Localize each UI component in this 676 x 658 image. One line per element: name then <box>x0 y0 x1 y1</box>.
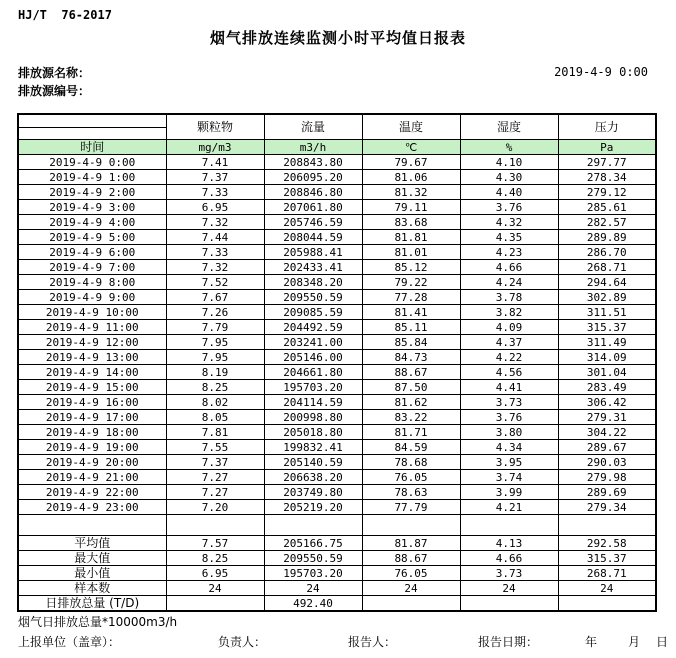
value-cell: 81.62 <box>362 395 460 410</box>
row-time: 2019-4-9 10:00 <box>18 305 166 320</box>
value-cell <box>558 596 656 612</box>
row-time: 2019-4-9 17:00 <box>18 410 166 425</box>
column-header-pm: 颗粒物 <box>166 114 264 140</box>
header-row-units <box>18 140 656 155</box>
value-cell: 4.34 <box>460 440 558 455</box>
value-cell: 311.51 <box>558 305 656 320</box>
value-cell: 83.68 <box>362 215 460 230</box>
value-cell: 3.82 <box>460 305 558 320</box>
value-cell: 279.31 <box>558 410 656 425</box>
unit-pm: mg/m3 <box>166 140 264 155</box>
row-time: 2019-4-9 4:00 <box>18 215 166 230</box>
value-cell: 200998.80 <box>264 410 362 425</box>
table-row <box>18 365 656 380</box>
month-label: 月 <box>628 635 641 649</box>
value-cell: 24 <box>558 581 656 596</box>
value-cell: 195703.20 <box>264 566 362 581</box>
row-time: 2019-4-9 7:00 <box>18 260 166 275</box>
table-row <box>18 335 656 350</box>
column-header-humidity: 湿度 <box>460 114 558 140</box>
value-cell: 81.32 <box>362 185 460 200</box>
value-cell: 8.05 <box>166 410 264 425</box>
spacer-cell <box>460 515 558 536</box>
report-date-label: 报告日期： <box>478 635 539 649</box>
table-row <box>18 410 656 425</box>
value-cell: 7.52 <box>166 275 264 290</box>
value-cell: 85.11 <box>362 320 460 335</box>
value-cell: 3.74 <box>460 470 558 485</box>
row-time: 2019-4-9 0:00 <box>18 155 166 170</box>
value-cell: 4.41 <box>460 380 558 395</box>
summary-row <box>18 536 656 551</box>
value-cell: 297.77 <box>558 155 656 170</box>
table-row <box>18 455 656 470</box>
value-cell: 81.41 <box>362 305 460 320</box>
value-cell: 78.68 <box>362 455 460 470</box>
value-cell: 304.22 <box>558 425 656 440</box>
value-cell: 78.63 <box>362 485 460 500</box>
value-cell: 76.05 <box>362 566 460 581</box>
source-code-label: 排放源编号： <box>18 84 91 98</box>
summary-label: 平均值 <box>18 536 166 551</box>
table-row <box>18 500 656 515</box>
value-cell: 79.67 <box>362 155 460 170</box>
value-cell: 7.20 <box>166 500 264 515</box>
unit-humidity: % <box>460 140 558 155</box>
hourly-average-table <box>17 113 657 612</box>
row-time: 2019-4-9 21:00 <box>18 470 166 485</box>
table-row <box>18 320 656 335</box>
value-cell: 294.64 <box>558 275 656 290</box>
value-cell: 4.35 <box>460 230 558 245</box>
table-row <box>18 245 656 260</box>
source-name-label: 排放源名称： <box>18 66 91 80</box>
row-time: 2019-4-9 6:00 <box>18 245 166 260</box>
report-unit-label: 上报单位（盖章）： <box>18 635 121 649</box>
table-row <box>18 485 656 500</box>
summary-row <box>18 566 656 581</box>
value-cell: 3.73 <box>460 395 558 410</box>
column-header-flow: 流量 <box>264 114 362 140</box>
report-datetime: 2019-4-9 0:00 <box>554 65 648 79</box>
value-cell: 268.71 <box>558 566 656 581</box>
table-row <box>18 260 656 275</box>
row-time: 2019-4-9 2:00 <box>18 185 166 200</box>
value-cell: 88.67 <box>362 365 460 380</box>
value-cell: 79.11 <box>362 200 460 215</box>
value-cell: 205018.80 <box>264 425 362 440</box>
spacer-cell <box>362 515 460 536</box>
value-cell: 205746.59 <box>264 215 362 230</box>
row-time: 2019-4-9 15:00 <box>18 380 166 395</box>
row-time: 2019-4-9 19:00 <box>18 440 166 455</box>
spacer-section <box>18 515 656 536</box>
row-time: 2019-4-9 20:00 <box>18 455 166 470</box>
value-cell: 6.95 <box>166 566 264 581</box>
value-cell: 84.73 <box>362 350 460 365</box>
value-cell: 204114.59 <box>264 395 362 410</box>
unit-flow: m3/h <box>264 140 362 155</box>
value-cell: 7.37 <box>166 455 264 470</box>
value-cell: 4.22 <box>460 350 558 365</box>
value-cell: 7.95 <box>166 350 264 365</box>
value-cell: 24 <box>460 581 558 596</box>
unit-temperature: ℃ <box>362 140 460 155</box>
row-time: 2019-4-9 5:00 <box>18 230 166 245</box>
summary-label: 最大值 <box>18 551 166 566</box>
spacer-cell <box>18 515 166 536</box>
value-cell: 4.56 <box>460 365 558 380</box>
spacer-cell <box>558 515 656 536</box>
value-cell: 24 <box>166 581 264 596</box>
table-row <box>18 470 656 485</box>
value-cell: 283.49 <box>558 380 656 395</box>
table-row <box>18 185 656 200</box>
value-cell: 279.34 <box>558 500 656 515</box>
value-cell: 209085.59 <box>264 305 362 320</box>
value-cell: 4.21 <box>460 500 558 515</box>
unit-pressure: Pa <box>558 140 656 155</box>
value-cell: 4.30 <box>460 170 558 185</box>
value-cell: 7.32 <box>166 215 264 230</box>
value-cell: 7.32 <box>166 260 264 275</box>
value-cell: 7.55 <box>166 440 264 455</box>
summary-rows <box>18 536 656 612</box>
value-cell: 208044.59 <box>264 230 362 245</box>
summary-row <box>18 581 656 596</box>
value-cell: 3.73 <box>460 566 558 581</box>
value-cell: 302.89 <box>558 290 656 305</box>
value-cell: 268.71 <box>558 260 656 275</box>
value-cell: 7.26 <box>166 305 264 320</box>
summary-row <box>18 596 656 612</box>
value-cell: 278.34 <box>558 170 656 185</box>
value-cell: 289.67 <box>558 440 656 455</box>
value-cell: 202433.41 <box>264 260 362 275</box>
value-cell: 7.33 <box>166 245 264 260</box>
value-cell: 4.24 <box>460 275 558 290</box>
value-cell: 85.84 <box>362 335 460 350</box>
value-cell: 81.01 <box>362 245 460 260</box>
value-cell: 8.25 <box>166 551 264 566</box>
value-cell: 4.32 <box>460 215 558 230</box>
value-cell: 83.22 <box>362 410 460 425</box>
value-cell: 77.79 <box>362 500 460 515</box>
table-row <box>18 170 656 185</box>
value-cell <box>166 596 264 612</box>
summary-label: 日排放总量 (T/D) <box>18 596 166 612</box>
value-cell: 208348.20 <box>264 275 362 290</box>
value-cell: 314.09 <box>558 350 656 365</box>
value-cell: 315.37 <box>558 551 656 566</box>
row-time: 2019-4-9 3:00 <box>18 200 166 215</box>
value-cell: 286.70 <box>558 245 656 260</box>
row-time: 2019-4-9 23:00 <box>18 500 166 515</box>
value-cell: 81.81 <box>362 230 460 245</box>
value-cell: 7.57 <box>166 536 264 551</box>
value-cell: 4.09 <box>460 320 558 335</box>
value-cell: 203749.80 <box>264 485 362 500</box>
value-cell: 205146.00 <box>264 350 362 365</box>
value-cell: 315.37 <box>558 320 656 335</box>
value-cell: 81.71 <box>362 425 460 440</box>
time-header-blank-bottom <box>18 128 166 140</box>
hourly-rows <box>18 155 656 515</box>
column-header-temperature: 温度 <box>362 114 460 140</box>
table-row <box>18 305 656 320</box>
value-cell: 8.25 <box>166 380 264 395</box>
value-cell: 4.40 <box>460 185 558 200</box>
value-cell: 290.03 <box>558 455 656 470</box>
day-label: 日 <box>656 635 669 649</box>
value-cell: 7.44 <box>166 230 264 245</box>
responsible-person-label: 负责人： <box>218 635 267 649</box>
value-cell: 3.78 <box>460 290 558 305</box>
summary-label: 最小值 <box>18 566 166 581</box>
row-time: 2019-4-9 14:00 <box>18 365 166 380</box>
value-cell: 203241.00 <box>264 335 362 350</box>
reporter-label: 报告人： <box>348 635 397 649</box>
row-time: 2019-4-9 11:00 <box>18 320 166 335</box>
value-cell: 76.05 <box>362 470 460 485</box>
value-cell: 8.19 <box>166 365 264 380</box>
value-cell: 206095.20 <box>264 170 362 185</box>
value-cell: 195703.20 <box>264 380 362 395</box>
year-label: 年 <box>585 635 598 649</box>
value-cell: 3.80 <box>460 425 558 440</box>
value-cell <box>460 596 558 612</box>
time-header: 时间 <box>18 140 166 155</box>
value-cell: 85.12 <box>362 260 460 275</box>
value-cell: 7.79 <box>166 320 264 335</box>
value-cell: 4.23 <box>460 245 558 260</box>
value-cell: 4.66 <box>460 260 558 275</box>
value-cell: 282.57 <box>558 215 656 230</box>
value-cell: 84.59 <box>362 440 460 455</box>
value-cell: 3.76 <box>460 410 558 425</box>
table-row <box>18 275 656 290</box>
value-cell: 4.10 <box>460 155 558 170</box>
value-cell: 204492.59 <box>264 320 362 335</box>
value-cell: 7.33 <box>166 185 264 200</box>
value-cell: 7.27 <box>166 470 264 485</box>
value-cell: 4.37 <box>460 335 558 350</box>
value-cell: 8.02 <box>166 395 264 410</box>
value-cell: 207061.80 <box>264 200 362 215</box>
row-time: 2019-4-9 18:00 <box>18 425 166 440</box>
row-time: 2019-4-9 8:00 <box>18 275 166 290</box>
table-row <box>18 215 656 230</box>
value-cell: 209550.59 <box>264 290 362 305</box>
value-cell: 3.99 <box>460 485 558 500</box>
value-cell: 205219.20 <box>264 500 362 515</box>
summary-label: 样本数 <box>18 581 166 596</box>
spacer-row <box>18 515 656 536</box>
value-cell: 7.41 <box>166 155 264 170</box>
value-cell: 7.67 <box>166 290 264 305</box>
value-cell: 205988.41 <box>264 245 362 260</box>
value-cell: 87.50 <box>362 380 460 395</box>
value-cell: 292.58 <box>558 536 656 551</box>
summary-row <box>18 551 656 566</box>
table-row <box>18 200 656 215</box>
value-cell: 24 <box>264 581 362 596</box>
value-cell: 279.98 <box>558 470 656 485</box>
standard-number: HJ/T 76-2017 <box>18 8 112 22</box>
table-row <box>18 380 656 395</box>
value-cell: 206638.20 <box>264 470 362 485</box>
value-cell: 306.42 <box>558 395 656 410</box>
row-time: 2019-4-9 12:00 <box>18 335 166 350</box>
row-time: 2019-4-9 22:00 <box>18 485 166 500</box>
value-cell: 4.13 <box>460 536 558 551</box>
table-row <box>18 440 656 455</box>
value-cell: 209550.59 <box>264 551 362 566</box>
value-cell: 7.27 <box>166 485 264 500</box>
value-cell: 311.49 <box>558 335 656 350</box>
value-cell: 81.87 <box>362 536 460 551</box>
value-cell: 285.61 <box>558 200 656 215</box>
table-row <box>18 350 656 365</box>
value-cell <box>362 596 460 612</box>
value-cell: 7.37 <box>166 170 264 185</box>
value-cell: 81.06 <box>362 170 460 185</box>
row-time: 2019-4-9 16:00 <box>18 395 166 410</box>
table-row <box>18 425 656 440</box>
row-time: 2019-4-9 1:00 <box>18 170 166 185</box>
time-header-blank-top <box>18 114 166 128</box>
row-time: 2019-4-9 13:00 <box>18 350 166 365</box>
value-cell: 205166.75 <box>264 536 362 551</box>
value-cell: 3.95 <box>460 455 558 470</box>
value-cell: 3.76 <box>460 200 558 215</box>
value-cell: 208846.80 <box>264 185 362 200</box>
value-cell: 289.89 <box>558 230 656 245</box>
spacer-cell <box>166 515 264 536</box>
table-row <box>18 155 656 170</box>
table-row <box>18 395 656 410</box>
value-cell: 7.95 <box>166 335 264 350</box>
value-cell: 208843.80 <box>264 155 362 170</box>
row-time: 2019-4-9 9:00 <box>18 290 166 305</box>
value-cell: 24 <box>362 581 460 596</box>
value-cell: 279.12 <box>558 185 656 200</box>
value-cell: 205140.59 <box>264 455 362 470</box>
value-cell: 492.40 <box>264 596 362 612</box>
column-header-pressure: 压力 <box>558 114 656 140</box>
header-row-labels <box>18 114 656 128</box>
value-cell: 88.67 <box>362 551 460 566</box>
value-cell: 199832.41 <box>264 440 362 455</box>
value-cell: 7.81 <box>166 425 264 440</box>
value-cell: 301.04 <box>558 365 656 380</box>
value-cell: 6.95 <box>166 200 264 215</box>
value-cell: 79.22 <box>362 275 460 290</box>
table-row <box>18 290 656 305</box>
value-cell: 204661.80 <box>264 365 362 380</box>
table-row <box>18 230 656 245</box>
value-cell: 289.69 <box>558 485 656 500</box>
value-cell: 77.28 <box>362 290 460 305</box>
spacer-cell <box>264 515 362 536</box>
value-cell: 4.66 <box>460 551 558 566</box>
page-title: 烟气排放连续监测小时平均值日报表 <box>209 29 466 47</box>
flow-total-note: 烟气日排放总量*10000m3/h <box>18 615 178 629</box>
